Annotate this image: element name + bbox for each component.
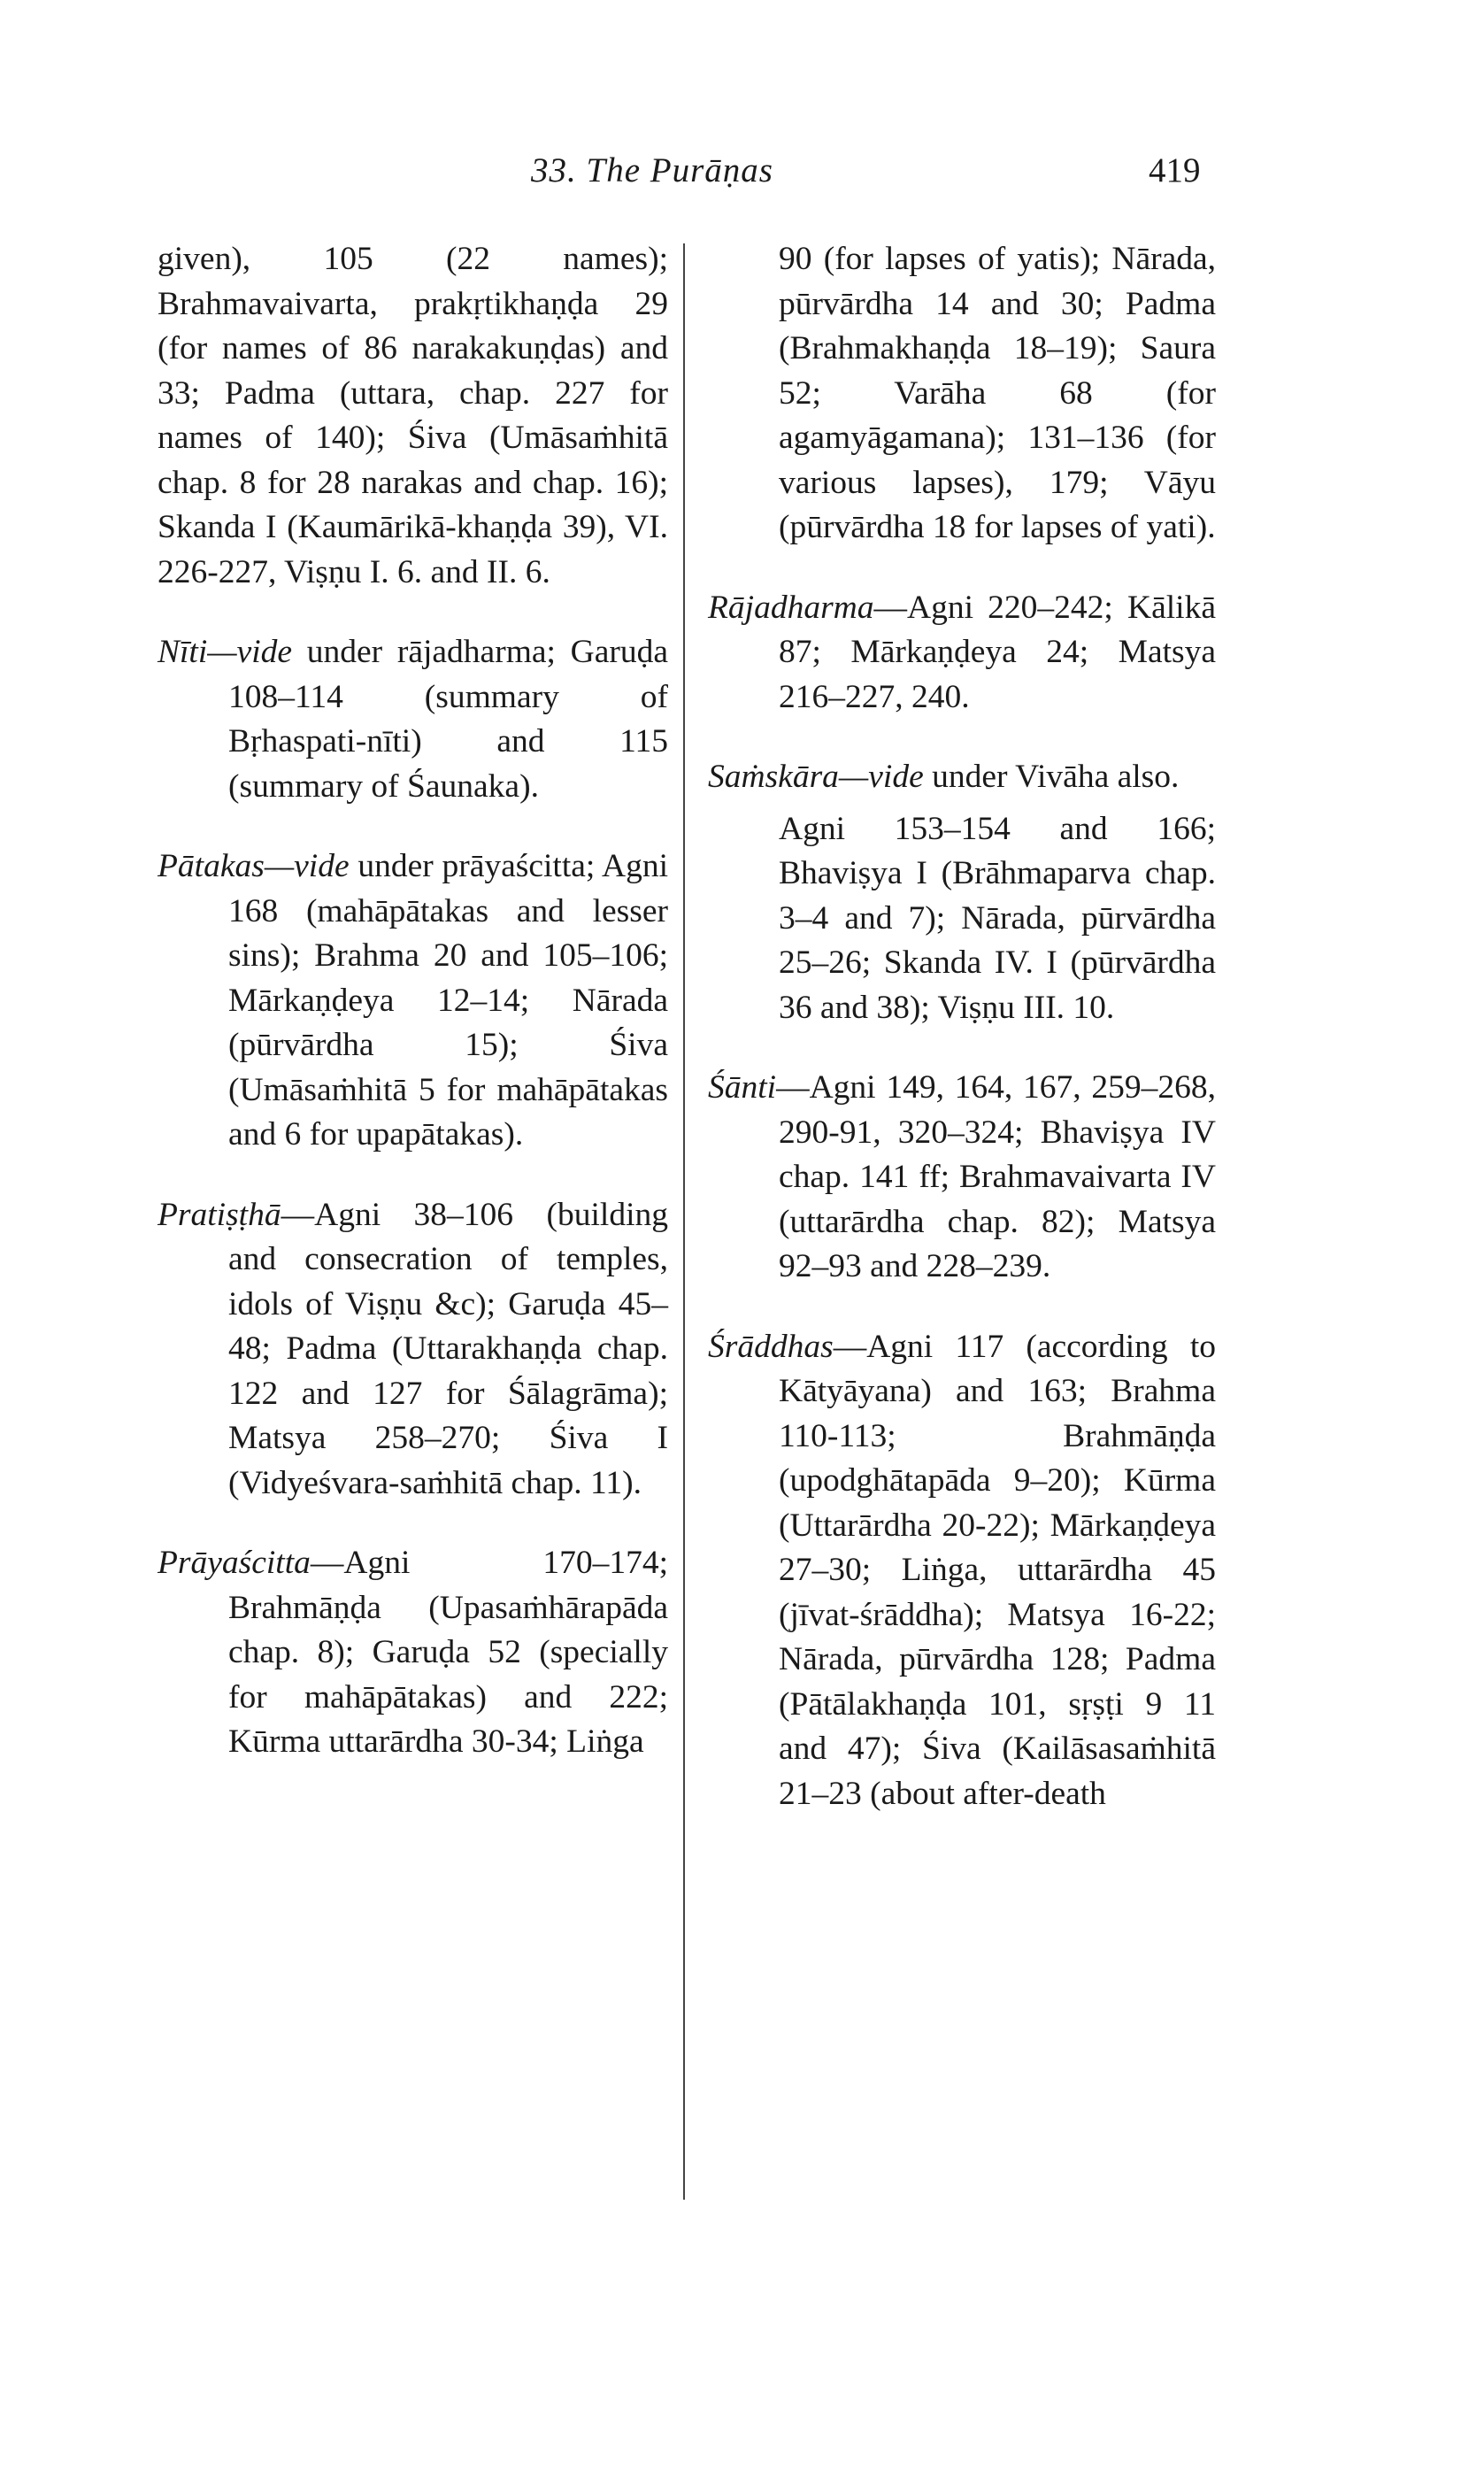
page-number: 419 bbox=[1149, 151, 1201, 189]
column-divider bbox=[683, 243, 685, 2200]
entry-heading: Śānti bbox=[708, 1069, 777, 1106]
entry-heading: Nīti—vide bbox=[158, 634, 293, 670]
entry-text: —Agni 149, 164, 167, 259–268, 290-91, 320–324; Bhaviṣya IV chap. 141 ff; Brahmavaivarta IV (uttarārdha chap. 82); Matsya 92–93 and 228–239. bbox=[776, 1069, 1216, 1284]
entry-text: under Vivāha also. bbox=[923, 759, 1180, 795]
entry-text: Agni 153–154 and 166; Bhaviṣya I (Brāhmaparva chap. 3–4 and 7); Nārada, pūrvārdha 25–26; Skanda IV. I (pūrvārdha 36 and 38); Viṣṇu III. 10. bbox=[779, 810, 1216, 1026]
entry-heading: Rājadharma bbox=[708, 589, 874, 626]
entry-text: under rājadharma; Garuḍa 108–114 (summary of Bṛhaspati-nīti) and 115 (summary of Śaunaka). bbox=[228, 634, 668, 805]
entry-text: under prāyaścitta; Agni 168 (mahāpātakas and lesser sins); Brahma 20 and 105–106; Mārkaṇḍeya 12–14; Nārada (pūrvārdha 15); Śiva (Umāsaṁhitā 5 for mahāpātakas and 6 for upapātakas). bbox=[228, 848, 668, 1153]
entry-santi bbox=[708, 1066, 1216, 1290]
entry-continued-list bbox=[158, 237, 668, 595]
entry-samskara bbox=[708, 755, 1216, 800]
entry-heading: Pratiṣṭhā bbox=[158, 1196, 281, 1233]
right-column bbox=[708, 237, 1216, 1852]
entry-text: —Agni 117 (according to Kātyāyana) and 163; Brahma 110-113; Brahmāṇḍa (upodghātapāda 9–20); Kūrma (Uttarārdha 20-22); Mārkaṇḍeya 27–30; Liṅga, uttarārdha 45 (jīvat-śrāddha); Matsya 16-22; Nārada, pūrvārdha 128; Padma (Pātālakhaṇḍa 101, sṛṣṭi 9 11 and 47); Śiva (Kailāsasaṁhitā 21–23 (about after-death bbox=[779, 1328, 1216, 1812]
entry-prayascitta bbox=[158, 1541, 668, 1765]
entry-continued-prayascitta bbox=[708, 237, 1216, 551]
entry-text: —Agni 38–106 (building and consecration of temples, idols of Viṣṇu &c); Garuḍa 45–48; Padma (Uttarakhaṇḍa chap. 122 and 127 for Śālagrāma); Matsya 258–270; Śiva I (Vidyeśvara-saṁhitā chap. 11). bbox=[228, 1196, 668, 1501]
entry-patakas bbox=[158, 844, 668, 1158]
entry-text: given), 105 (22 names); Brahmavaivarta, prakṛtikhaṇḍa 29 (for names of 86 narakakuṇḍas) and 33; Padma (uttara, chap. 227 for names of 140); Śiva (Umāsaṁhitā chap. 8 for 28 narakas and chap. 16); Skanda I (Kaumārikā-khaṇḍa 39), VI. 226-227, Viṣṇu I. 6. and II. 6. bbox=[158, 241, 668, 590]
entry-text: 90 (for lapses of yatis); Nārada, pūrvārdha 14 and 30; Padma (Brahmakhaṇḍa 18–19); Saura 52; Varāha 68 (for agamyāgamana); 131–136 (for various lapses), 179; Vāyu (pūrvārdha 18 for lapses of yati). bbox=[779, 241, 1216, 545]
running-title: 33. The Purāṇas bbox=[531, 151, 773, 189]
entry-heading: Pātakas—vide bbox=[158, 848, 350, 884]
entry-sraddhas bbox=[708, 1325, 1216, 1817]
entry-text: —Agni 220–242; Kālikā 87; Mārkaṇḍeya 24; Matsya 216–227, 240. bbox=[779, 589, 1216, 715]
entry-heading: Śrāddhas bbox=[708, 1328, 834, 1365]
entry-samskara-refs bbox=[708, 807, 1216, 1031]
entry-rajadharma bbox=[708, 586, 1216, 721]
entry-niti bbox=[158, 630, 668, 809]
entry-heading: Prāyaścitta bbox=[158, 1545, 311, 1581]
page-header bbox=[0, 150, 1484, 204]
entry-text: —Agni 170–174; Brahmāṇḍa (Upasaṁhārapāda chap. 8); Garuḍa 52 (specially for mahāpātakas) and 222; Kūrma uttarārdha 30-34; Liṅga bbox=[228, 1545, 668, 1760]
entry-heading: Saṁskāra—vide bbox=[708, 759, 924, 795]
left-column bbox=[158, 237, 668, 1800]
entry-pratistha bbox=[158, 1193, 668, 1507]
